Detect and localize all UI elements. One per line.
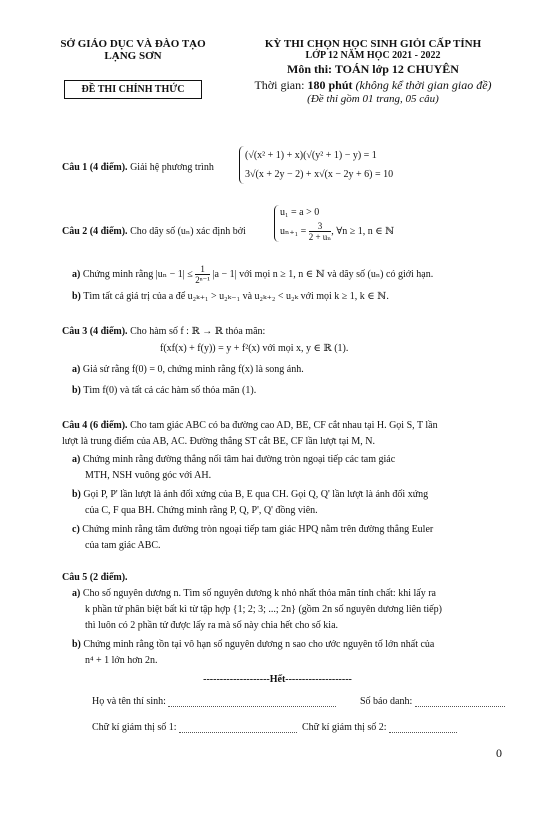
q5-b-text-2: n⁴ + 1 lớn hơn 2n.: [85, 655, 158, 666]
exam-header: [228, 38, 518, 105]
q5-label: Câu 5 (2 điểm).: [62, 572, 128, 583]
question-3: [62, 326, 265, 337]
q4-b-text-2: của C, F qua BH. Chứng minh rằng P, Q, P', Q' đồng viên.: [85, 505, 318, 516]
q5-a-text-2: k phần tử phân biệt bất kì từ tập hợp {1; 2; 3; ...; 2n} (gồm 2n số nguyên dương liên tiếp): [85, 604, 442, 615]
q2-def-lhs: uₙ₊₁ =: [280, 225, 307, 237]
q2-def-den: 2 + uₙ: [308, 232, 332, 242]
q4-a-text-1: Chứng minh rằng đường thẳng nối tâm hai đường tròn ngoại tiếp các tam giác: [82, 454, 396, 465]
examiner-2-blank: [389, 732, 457, 733]
q4-label: Câu 4 (6 điểm).: [62, 420, 128, 431]
q5-a-text-3: thì luôn có 2 phần tử được lấy ra mà số này chia hết cho số kia.: [85, 620, 339, 631]
q1-label: Câu 1 (4 điểm).: [62, 162, 128, 173]
q4-text-1: Cho tam giác ABC có ba đường cao AD, BE, CF cắt nhau tại H. Gọi S, T lần: [127, 420, 438, 431]
department-name: [48, 38, 218, 62]
page-number: 0: [496, 746, 502, 760]
q4-a-text-2: MTH, NSH vuông góc với AH.: [85, 470, 212, 481]
candidate-name-label: Họ và tên thí sinh:: [92, 696, 166, 707]
examiner-1-line: [92, 722, 297, 733]
q1-equation-2: 3√(x + 2y − 2) + x√(x − 2y + 6) = 10: [245, 169, 394, 180]
q2-a-den: 2ⁿ⁻¹: [195, 275, 211, 285]
q4-text-2: lượt là trung điểm của AB, AC. Đường thẳng ST cắt BE, CF lần lượt tại M, N.: [62, 436, 376, 447]
q3-part-a: [72, 364, 304, 375]
candidate-name-line: [92, 696, 336, 707]
candidate-number-label: Số báo danh:: [360, 696, 413, 707]
q2-a-text-2: |a − 1| với mọi n ≥ 1, n ∈ ℕ và dãy số (uₙ) có giới hạn.: [212, 268, 434, 280]
q2-a-label: a): [72, 268, 81, 280]
q2-definition: [274, 205, 394, 242]
q5-b-text-1: Chứng minh rằng tồn tại vô hạn số nguyên dương n sao cho ước nguyên tố lớn nhất của: [83, 639, 435, 650]
candidate-number-blank: [415, 706, 505, 707]
examiner-2-line: [302, 722, 457, 733]
q3-a-label: a): [72, 364, 81, 375]
exam-time: [228, 78, 518, 93]
q2-label: Câu 2 (4 điểm).: [62, 226, 128, 237]
q4-c-text-1: Chứng minh rằng tâm đường tròn ngoại tiếp tam giác HPQ nằm trên đường thẳng Euler: [82, 524, 434, 535]
q2-def-2: [280, 221, 394, 242]
q2-def-1: u₁ = a > 0: [280, 207, 320, 218]
dept-line-1: SỞ GIÁO DỤC VÀ ĐÀO TẠO: [60, 38, 206, 50]
question-1: [62, 162, 214, 173]
q2-a-num: 1: [195, 264, 210, 275]
q2-part-a: [72, 264, 532, 285]
candidate-number-line: [360, 696, 505, 707]
examiner-1-blank: [179, 732, 297, 733]
question-4: [62, 418, 532, 450]
question-2: [62, 226, 246, 237]
official-exam-box: ĐỀ THI CHÍNH THỨC: [64, 80, 202, 99]
q5-part-a: [72, 586, 534, 634]
q3-text: Cho hàm số f : ℝ → ℝ thỏa mãn:: [127, 326, 266, 337]
q4-part-c: [72, 522, 534, 554]
q2-b-label: b): [72, 291, 81, 302]
q5-part-b: [72, 637, 534, 669]
q2-b-text: Tìm tất cả giá trị của a để u₂ₖ₊₁ > u₂ₖ₋₁ và u₂ₖ₊₂ < u₂ₖ với mọi k ≥ 1, k ∈ ℕ.: [83, 291, 389, 302]
time-value: 180 phút: [307, 78, 353, 92]
time-note: (không kể thời gian giao đề): [352, 78, 492, 92]
q4-c-label: c): [72, 524, 80, 535]
q4-a-label: a): [72, 454, 81, 465]
q5-b-label: b): [72, 639, 81, 650]
q4-part-a: [72, 452, 534, 484]
examiner-1-label: Chữ kí giám thị số 1:: [92, 722, 177, 733]
candidate-name-blank: [168, 706, 336, 707]
exam-title: KỲ THI CHỌN HỌC SINH GIỎI CẤP TỈNH: [264, 38, 482, 50]
q4-b-label: b): [72, 489, 81, 500]
q2-a-fraction: [195, 264, 210, 285]
end-mark: --------------------Hết--------------------: [203, 674, 352, 685]
q5-a-label: a): [72, 588, 81, 599]
q2-a-text-1: Chứng minh rằng |uₙ − 1| ≤: [82, 268, 193, 280]
q3-part-b: [72, 385, 256, 396]
q3-b-label: b): [72, 385, 81, 396]
q4-c-text-2: của tam giác ABC.: [85, 540, 161, 551]
q3-a-text: Giả sử rằng f(0) = 0, chứng minh rằng f(x) là song ánh.: [82, 364, 304, 375]
exam-subject: Môn thi: TOÁN lớp 12 CHUYÊN: [287, 62, 459, 76]
q3-equation: f(xf(x) + f(y)) = y + f²(x) với mọi x, y ∈ ℝ (1).: [160, 343, 349, 354]
q2-part-b: [72, 291, 532, 302]
q2-def-fraction: [309, 221, 331, 242]
q5-a-text-1: Cho số nguyên dương n. Tìm số nguyên dương k nhỏ nhất thỏa mãn tính chất: khi lấy ra: [82, 588, 436, 599]
q3-label: Câu 3 (4 điểm).: [62, 326, 128, 337]
q3-b-text: Tìm f(0) và tất cả các hàm số thỏa mãn (1).: [83, 385, 257, 396]
q1-equation-1: (√(x² + 1) + x)(√(y² + 1) − y) = 1: [245, 150, 377, 161]
q2-def-num: 3: [309, 221, 331, 232]
q4-part-b: [72, 487, 534, 519]
pages-note: (Đề thi gồm 01 trang, 05 câu): [307, 93, 439, 105]
q1-system: [239, 146, 393, 184]
examiner-2-label: Chữ kí giám thị số 2:: [302, 722, 387, 733]
dept-line-2: LẠNG SƠN: [104, 50, 162, 62]
q2-def-rhs: , ∀n ≥ 1, n ∈ ℕ: [331, 225, 395, 237]
time-prefix: Thời gian:: [254, 78, 308, 92]
q4-b-text-1: Gọi P, P' lần lượt là ảnh đối xứng của B, E qua CH. Gọi Q, Q' lần lượt là ảnh đối xứng: [83, 489, 429, 500]
q2-text: Cho dãy số (uₙ) xác định bởi: [127, 226, 246, 237]
exam-year: LỚP 12 NĂM HỌC 2021 - 2022: [305, 50, 441, 61]
q1-text: Giải hệ phương trình: [127, 162, 214, 173]
